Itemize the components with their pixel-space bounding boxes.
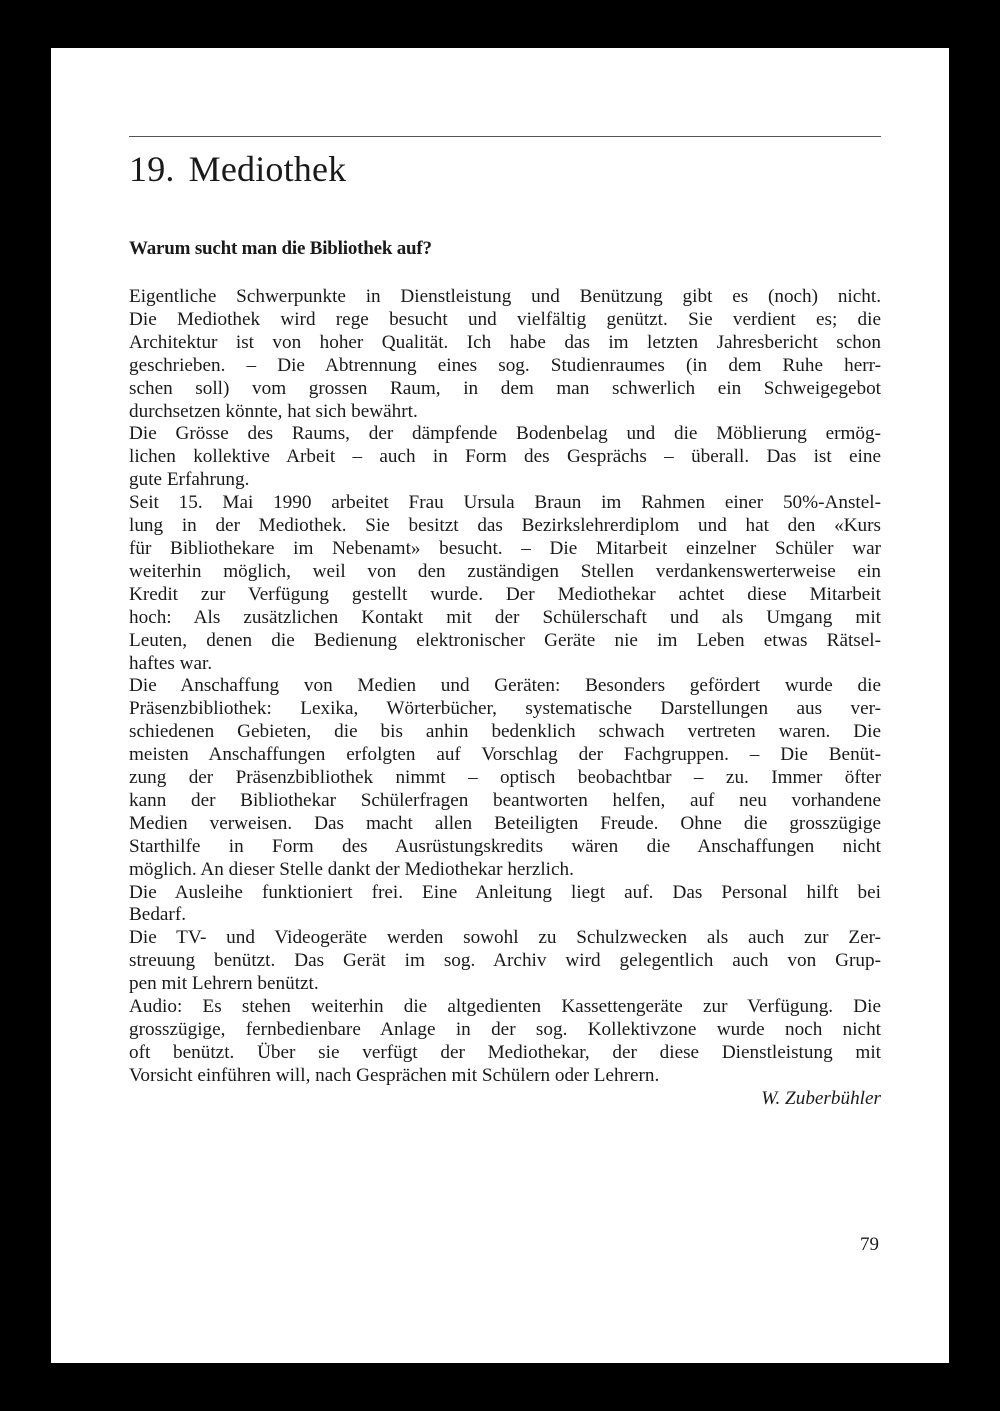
- text-line: lichen kollektive Arbeit – auch in Form des Gesprächs – überall. Das ist eine: [129, 446, 881, 468]
- page: [51, 48, 949, 1363]
- text-line: lung in der Mediothek. Sie besitzt das Bezirkslehrerdiplom und hat den «Kurs: [129, 515, 881, 537]
- chapter-number: 19.: [129, 149, 175, 189]
- text-line: schiedenen Gebieten, die bis anhin bedenklich schwach vertreten waren. Die: [129, 721, 881, 743]
- text-line: pen mit Lehrern benützt.: [129, 973, 319, 995]
- text-line: möglich. An dieser Stelle dankt der Mediothekar herzlich.: [129, 858, 574, 880]
- text-line: hoch: Als zusätzlichen Kontakt mit der Schülerschaft und als Umgang mit: [129, 606, 881, 628]
- text-line: zung der Präsenzbibliothek nimmt – optisch beobachtbar – zu. Immer öfter: [129, 767, 881, 789]
- text-line: Leuten, denen die Bedienung elektronischer Geräte nie im Leben etwas Rätsel-: [129, 629, 881, 651]
- text-line: Die TV- und Videogeräte werden sowohl zu Schulzwecken als auch zur Zer-: [129, 927, 881, 949]
- text-line: Präsenzbibliothek: Lexika, Wörterbücher, systematische Darstellungen aus ver-: [129, 698, 881, 720]
- text-line: für Bibliothekare im Nebenamt» besucht. – Die Mitarbeit einzelner Schüler war: [129, 537, 881, 559]
- text-line: Medien verweisen. Das macht allen Beteiligten Freude. Ohne die grosszügige: [129, 812, 881, 834]
- text-line: oft benützt. Über sie verfügt der Mediothekar, der diese Dienstleistung mit: [129, 1041, 881, 1063]
- text-line: Die Mediothek wird rege besucht und vielfältig genützt. Sie verdient es; die: [129, 308, 881, 330]
- text-line: weiterhin möglich, weil von den zuständigen Stellen verdankenswerterweise ein: [129, 560, 881, 582]
- text-line: Vorsicht einführen will, nach Gesprächen mit Schülern oder Lehrern.: [129, 1064, 660, 1086]
- text-line: Kredit zur Verfügung gestellt wurde. Der Mediothekar achtet diese Mitarbeit: [129, 583, 881, 605]
- text-line: Starthilfe in Form des Ausrüstungskredits wären die Anschaffungen nicht: [129, 835, 881, 857]
- text-line: gute Erfahrung.: [129, 469, 250, 491]
- text-line: grosszügige, fernbedienbare Anlage in der sog. Kollektivzone wurde noch nicht: [129, 1019, 881, 1040]
- text-line: Audio: Es stehen weiterhin die altgedienten Kassettengeräte zur Verfügung. Die: [129, 996, 881, 1018]
- section-subheading: Warum sucht man die Bibliothek auf?: [129, 238, 432, 259]
- text-line: Architektur ist von hoher Qualität. Ich habe das im letzten Jahresbericht schon: [129, 331, 881, 353]
- chapter-title: [129, 148, 346, 190]
- author-signature: W. Zuberbühler: [761, 1087, 881, 1109]
- text-line: geschrieben. – Die Abtrennung eines sog. Studienraumes (in dem Ruhe herr-: [129, 354, 881, 376]
- text-line: Eigentliche Schwerpunkte in Dienstleistung und Benützung gibt es (noch) nicht.: [129, 286, 881, 307]
- text-line: kann der Bibliothekar Schülerfragen beantworten helfen, auf neu vorhandene: [129, 789, 881, 811]
- page-number: 79: [860, 1234, 879, 1255]
- text-line: streuung benützt. Das Gerät im sog. Archiv wird gelegentlich auch von Grup-: [129, 950, 881, 972]
- text-line: durchsetzen könnte, hat sich bewährt.: [129, 400, 418, 422]
- text-line: Bedarf.: [129, 904, 187, 926]
- body-text: [129, 286, 881, 1111]
- title-rule: [129, 136, 881, 137]
- text-line: Seit 15. Mai 1990 arbeitet Frau Ursula Braun im Rahmen einer 50%-Anstel-: [129, 492, 881, 514]
- text-line: Die Ausleihe funktioniert frei. Eine Anleitung liegt auf. Das Personal hilft bei: [129, 881, 881, 903]
- chapter-name: Mediothek: [188, 149, 347, 189]
- text-line: schen soll) vom grossen Raum, in dem man schwerlich ein Schweigegebot: [129, 377, 881, 399]
- text-line: haftes war.: [129, 652, 213, 674]
- text-line: meisten Anschaffungen erfolgten auf Vorschlag der Fachgruppen. – Die Benüt-: [129, 744, 881, 766]
- text-line: Die Anschaffung von Medien und Geräten: Besonders gefördert wurde die: [129, 675, 881, 697]
- text-line: Die Grösse des Raums, der dämpfende Bodenbelag und die Möblierung ermög-: [129, 423, 881, 445]
